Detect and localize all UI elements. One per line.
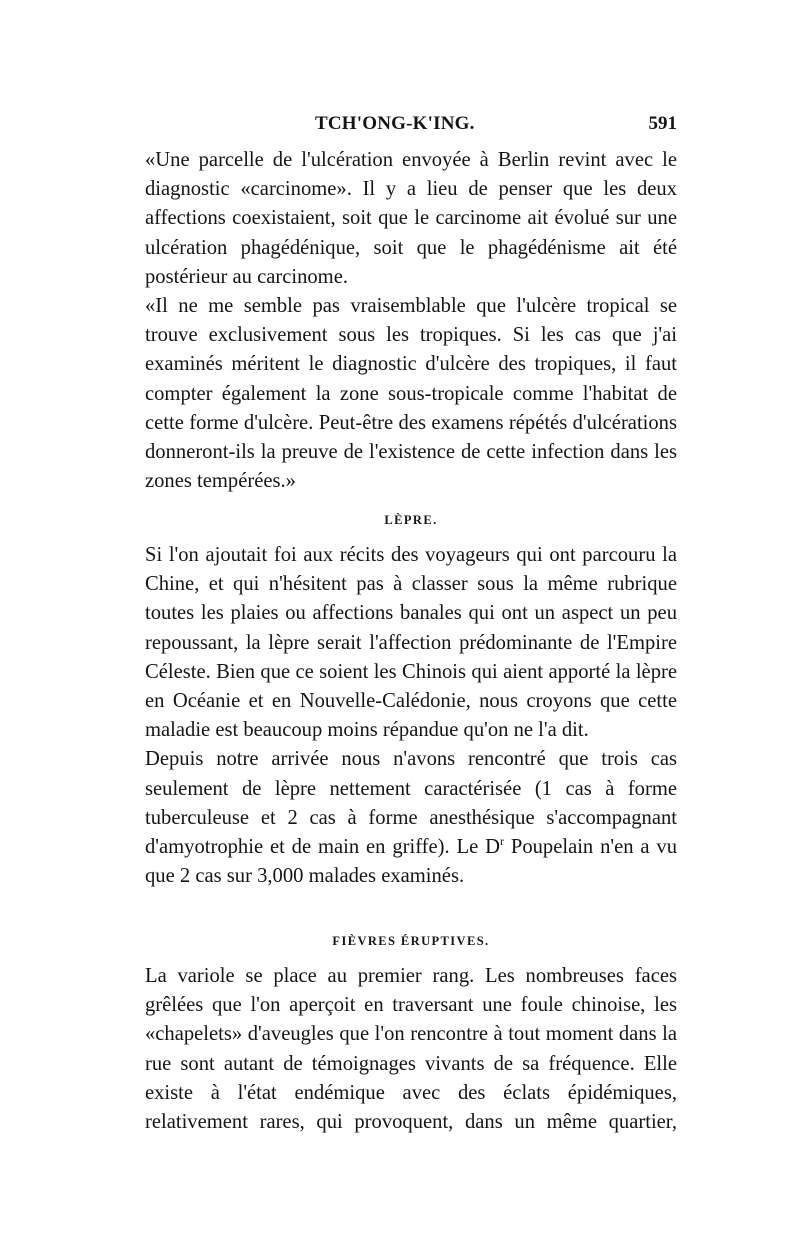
paragraph-text: Depuis notre arrivée nous n'avons rencontré que trois cas seulement de lèpre nettement caractérisée (1 cas à forme tuberculeuse et 2 cas à forme anesthésique s'accompagnant d'amyotrophie et de main en griffe). Le D (145, 748, 677, 859)
continued-quotation (145, 146, 677, 496)
paragraph: Si l'on ajoutait foi aux récits des voyageurs qui ont parcouru la Chine, et qui n'hésitent pas à classer sous la même rubrique toutes les plaies ou affections banales qui ont un aspect un peu repoussant, la lèpre serait l'affection prédominante de l'Empire Céleste. Bien que ce soient les Chinois qui aient apporté la lèpre en Océanie et en Nouvelle-Calédonie, nous croyons que cette maladie est beaucoup moins répandue qu'on ne l'a dit. (145, 544, 677, 742)
paragraph-text: Poupelain n'en a vu que 2 cas sur 3,000 malades examinés. (145, 836, 677, 888)
section-heading-lepre: LÈPRE. (384, 513, 438, 527)
paragraph: La variole se place au premier rang. Les nombreuses faces grêlées que l'on aperçoit en traversant une foule chinoise, les «chapelets» d'aveugles que l'on rencontre à tout moment dans la rue sont autant de témoignages vivants de sa fréquence. Elle existe à l'état endémique avec des éclats épidémiques, relativement rares, qui provoquent, dans un même quartier, (145, 965, 677, 1134)
running-title: TCH'ONG-K'ING. (315, 113, 475, 134)
section-heading-fievres: FIÈVRES ÉRUPTIVES. (332, 934, 490, 948)
paragraph: «Une parcelle de l'ulcération envoyée à Berlin revint avec le diagnostic «carcinome». Il y a lieu de penser que les deux affections coexistaient, soit que le carcinome ait évolué sur une ulcération phagédénique, soit que le phagédénisme ait été postérieur au carcinome. (145, 149, 677, 288)
title-superscript: r (500, 834, 504, 849)
page-number: 591 (648, 113, 677, 134)
section-body-lepre (145, 541, 677, 891)
paragraph: «Il ne me semble pas vraisemblable que l'ulcère tropical se trouve exclusivement sous les tropiques. Si les cas que j'ai examinés méritent le diagnostic d'ulcère des tropiques, il faut compter également la zone sous-tropicale comme l'habitat de cette forme d'ulcère. Peut-être des examens répétés d'ulcérations donneront-ils la preuve de l'existence de cette infection dans les zones tempérées.» (145, 295, 677, 493)
paragraph (145, 745, 677, 891)
running-header (145, 113, 677, 143)
section-body-fievres (145, 962, 677, 1137)
